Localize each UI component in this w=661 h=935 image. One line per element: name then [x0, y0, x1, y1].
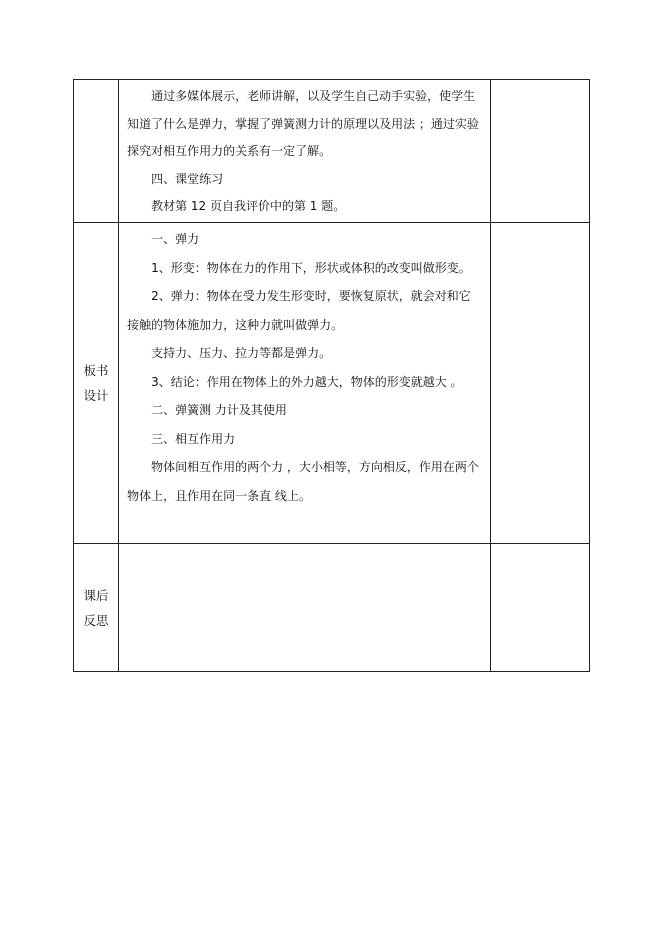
deformation-definition: 1、形变：物体在力的作用下，形状或体积的改变叫做形变。	[151, 260, 471, 275]
elastic-force-examples: 支持力、压力、拉力等都是弹力。	[151, 346, 332, 360]
row-label-cell	[74, 80, 119, 223]
reflection-content-cell	[119, 544, 491, 672]
section-heading-practice: 四、课堂练习	[151, 171, 224, 186]
board-design-label-line-2: 设计	[83, 388, 109, 403]
lesson-plan-table	[73, 79, 590, 672]
board-design-text	[119, 223, 490, 510]
reflection-label-line-2: 反思	[83, 612, 109, 628]
teaching-process-row	[74, 80, 590, 223]
elastic-force-definition: 2、弹力：物体在受力发生形变时，要恢复原状，就会对和它接触的物体施加力，这种力就叫做弹力。	[127, 289, 471, 332]
teaching-process-content-cell	[119, 80, 491, 223]
reflection-label	[74, 544, 119, 672]
notes-cell	[490, 544, 589, 672]
board-design-label	[74, 223, 119, 544]
board-design-content-cell	[119, 223, 491, 544]
reflection-label-line-1: 课后	[83, 587, 109, 603]
interaction-force-definition: 物体间相互作用的两个力 ，大小相等，方向相反，作用在两个物体上，且作用在同一条直 线上。	[127, 460, 479, 503]
board-design-row	[74, 223, 590, 544]
reflection-row	[74, 544, 590, 672]
board-design-label-line-1: 板书	[83, 363, 109, 378]
practice-assignment: 教材第 12 页自我评价中的第 1 题。	[151, 199, 346, 213]
heading-elastic-force: 一、弹力	[151, 232, 200, 246]
heading-interaction-force: 三、相互作用力	[151, 431, 236, 446]
summary-paragraph: 通过多媒体展示，老师讲解，以及学生自己动手实验，使学生知道了什么是弹力，掌握了弹簧测力计的原理以及用法 ；通过实验探究对相互作用力的关系有一定了解。	[127, 89, 479, 158]
notes-cell	[490, 80, 589, 223]
teaching-process-text	[119, 80, 490, 221]
conclusion: 3、结论：作用在物体上的外力越大，物体的形变就越大 。	[151, 374, 463, 389]
notes-cell	[490, 223, 589, 544]
heading-spring-scale: 二、弹簧测 力计及其使用	[151, 403, 287, 417]
